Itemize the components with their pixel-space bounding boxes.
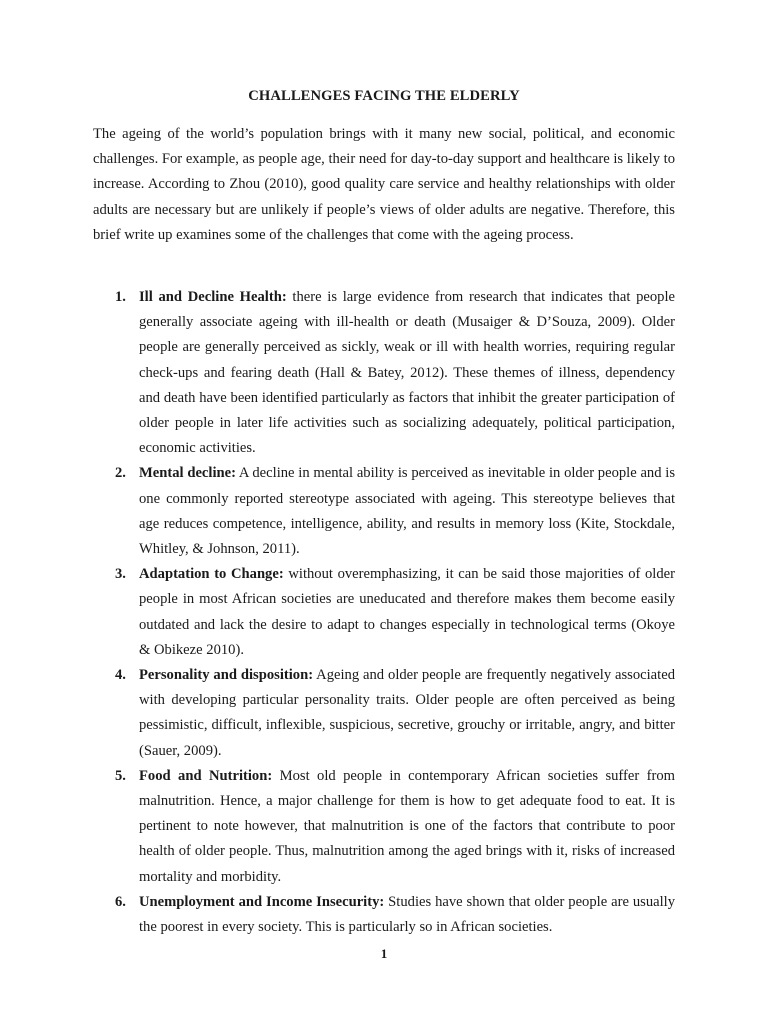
list-item (93, 461, 675, 562)
list-item-text: there is large evidence from research that indicates that people generally associate ageing with ill-health or death (Musaiger & D’Souza, 2009). Older people are generally perceived as sickly, weak or ill with health worries, requiring regular check-ups and fearing death (Hall & Batey, 2012). These themes of illness, dependency and death have been identified particularly as factors that inhibit the greater participation of older people in later life activities such as socializing adequately, political participation, economic activities. (139, 289, 675, 457)
page-number: 1 (380, 946, 388, 961)
list-item-text: Ageing and older people are frequently negatively associated with developing particular personality traits. Older people are often perceived as being pessimistic, difficult, inflexible, suspicious, secretive, grouchy or irritable, angry, and bitter (Sauer, 2009). (139, 667, 675, 759)
list-item-heading: Adaptation to Change: (139, 566, 284, 583)
list-item-number: 6. (115, 893, 126, 910)
document-title: CHALLENGES FACING THE ELDERLY (248, 88, 520, 104)
intro-paragraph: The ageing of the world’s population brings with it many new social, political, and economic challenges. For example, as people age, their need for day-to-day support and healthcare is likely to increase. According to Zhou (2010), good quality care service and healthy relationships with older adults are necessary but are unlikely if people’s views of older adults are negative. Therefore, this brief write up examines some of the challenges that come with the ageing process. (93, 126, 675, 243)
list-item (93, 890, 675, 940)
list-item (93, 562, 675, 663)
list-item (93, 285, 675, 461)
list-item-heading: Ill and Decline Health: (139, 289, 287, 305)
list-item (93, 663, 675, 764)
list-item-heading: Unemployment and Income Insecurity: (139, 893, 385, 910)
list-item-number: 1. (115, 289, 126, 305)
list-item-number: 5. (115, 767, 126, 784)
challenges-list (93, 285, 675, 940)
list-item (93, 764, 675, 890)
list-item-heading: Food and Nutrition: (139, 767, 273, 784)
list-item-number: 2. (115, 465, 126, 482)
list-item-text: Most old people in contemporary African societies suffer from malnutrition. Hence, a major challenge for them is how to get adequate food to eat. It is pertinent to note however, that malnutrition is one of the factors that contribute to poor health of older people. Thus, malnutrition among the aged brings with it, risks of increased mortality and morbidity. (139, 767, 676, 885)
list-item-text: A decline in mental ability is perceived as inevitable in older people and is one commonly reported stereotype associated with ageing. This stereotype believes that age reduces competence, intelligence, ability, and results in memory loss (Kite, Stockdale, Whitley, & Johnson, 2011). (139, 465, 675, 558)
list-item-heading: Personality and disposition: (139, 667, 314, 684)
list-item-heading: Mental decline: (139, 465, 236, 482)
list-item-number: 4. (115, 667, 126, 684)
list-item-text: Studies have shown that older people are usually the poorest in every society. This is particularly so in African societies. (139, 893, 675, 936)
list-item-text: without overemphasizing, it can be said those majorities of older people in most African societies are uneducated and therefore makes them become easily outdated and lack the desire to adapt to changes especially in technological terms (Okoye & Obikeze 2010). (139, 566, 675, 658)
list-item-number: 3. (115, 566, 126, 583)
